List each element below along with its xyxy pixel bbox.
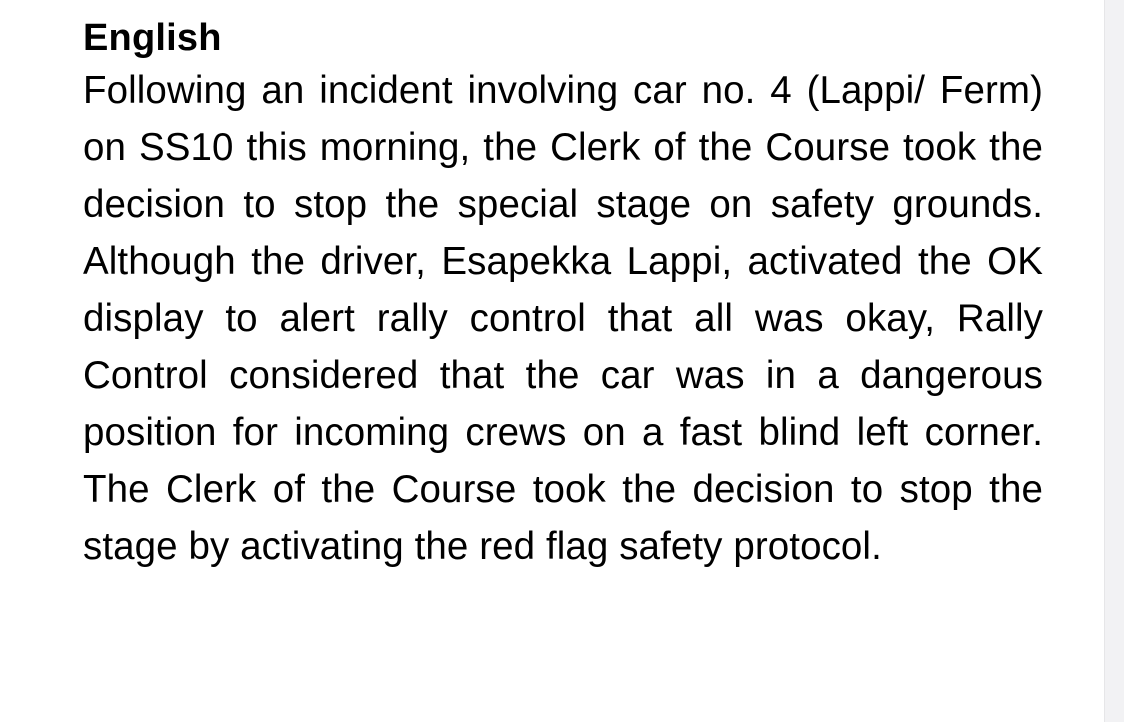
- document-content: [83, 8, 1043, 575]
- statement-paragraph: Following an incident involving car no. 4 (Lappi/ Ferm) on SS10 this morning, the Clerk of the Course took the decision to stop the special stage on safety grounds. Although the driver, Esapekka Lappi, activated the OK display to alert rally control that all was okay, Rally Control considered that the car was in a dangerous position for incoming crews on a fast blind left corner. The Clerk of the Course took the decision to stop the stage by activating the red flag safety protocol.: [83, 69, 1043, 568]
- language-heading: English: [83, 17, 222, 59]
